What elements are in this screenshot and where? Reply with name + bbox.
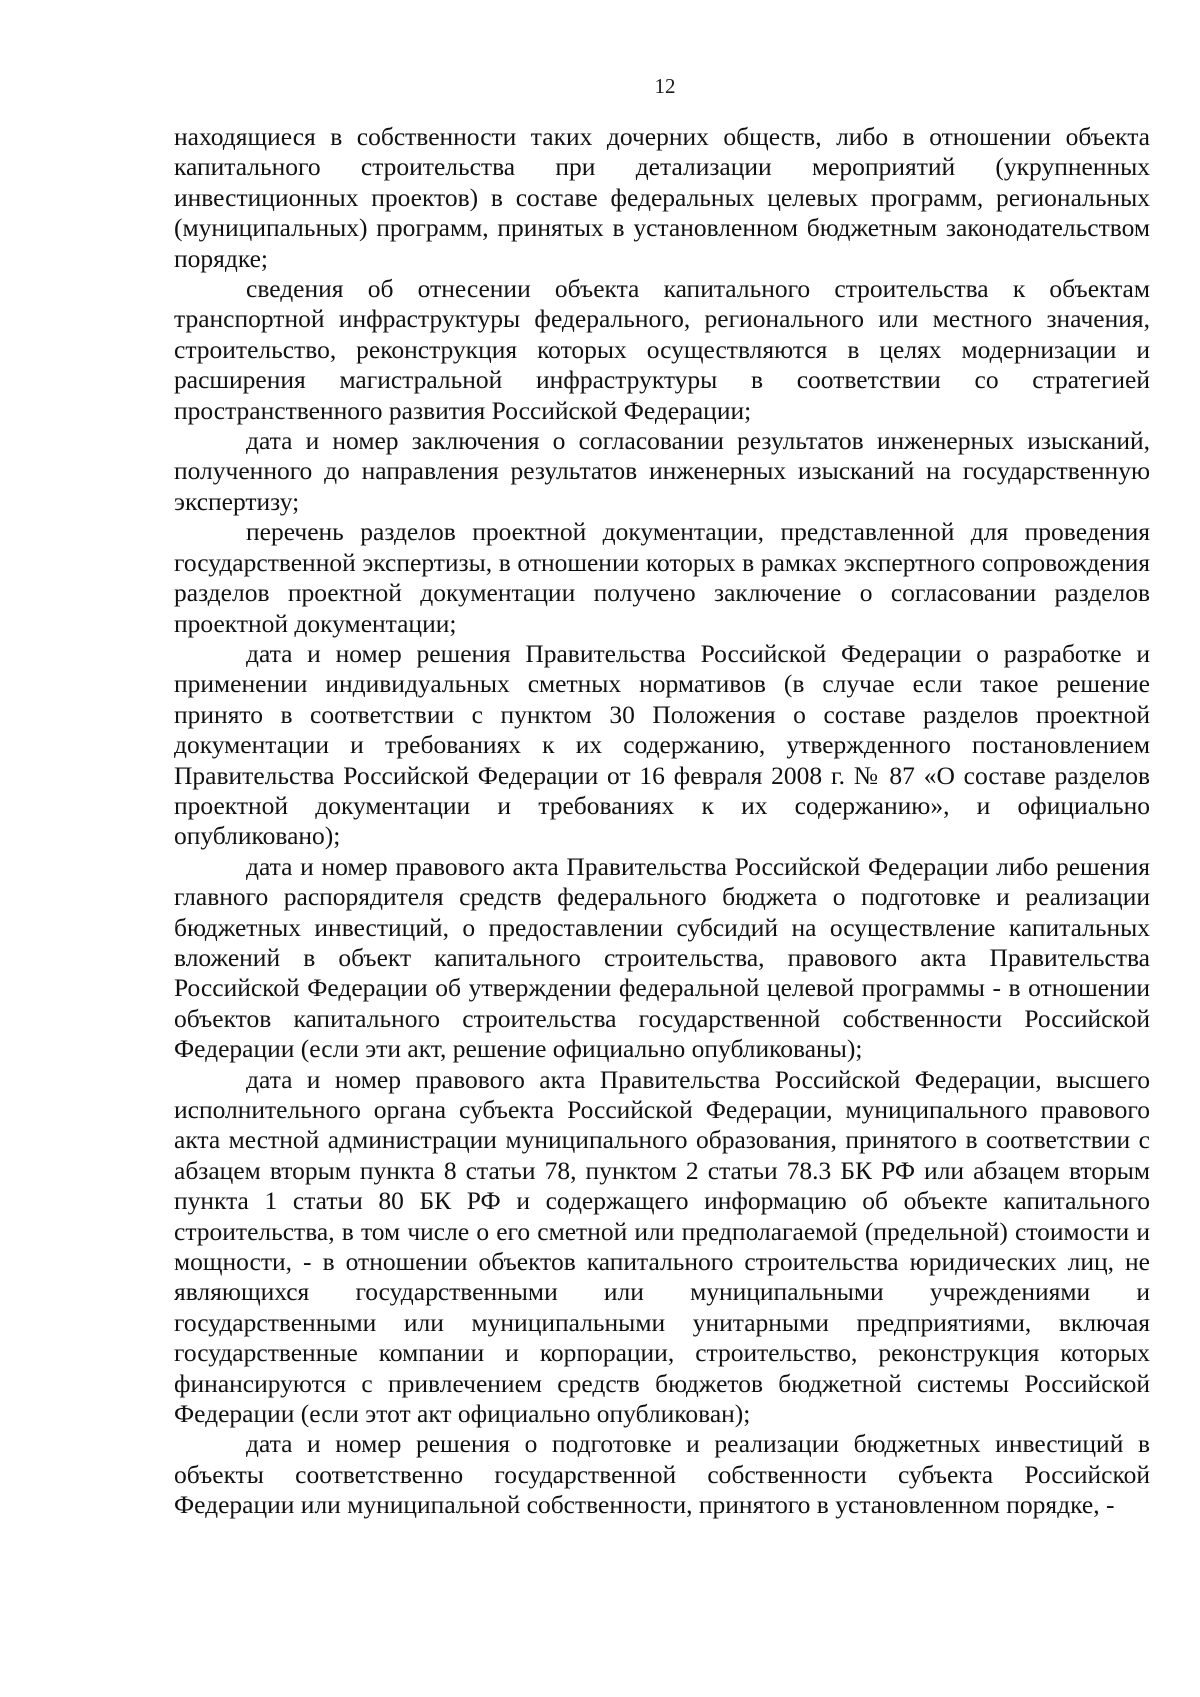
paragraph-transport-infrastructure: сведения об отнесении объекта капитального строительства к объектам транспортной инфраструктуры федерального, регионального или местного значения, строительство, реконструкция которых осуществляются в целях модернизации и расширения магистральной инфраструктуры в соответствии со стратегией пространственного развития Российской Федерации; bbox=[174, 274, 1150, 425]
paragraph-project-sections: перечень разделов проектной документации, представленной для проведения государственной экспертизы, в отношении которых в рамках экспертного сопровождения разделов проектной документации получено заключение о согласовании разделов проектной документации; bbox=[174, 517, 1150, 638]
paragraph-investment-decision: дата и номер решения о подготовке и реализации бюджетных инвестиций в объекты соответственно государственной собственности субъекта Российской Федерации или муниципальной собственности, принятого в установленном порядке, - bbox=[174, 1429, 1150, 1520]
page-number: 12 bbox=[654, 74, 676, 98]
paragraph-estimate-norms: дата и номер решения Правительства Российской Федерации о разработке и применении индивидуальных сметных нормативов (в случае если такое решение принято в соответствии с пунктом 30 Положения о составе разделов проектной документации и требованиях к их содержанию, утвержденного постановлением Правительства Российской Федерации от 16 февраля 2008 г. № 87 «О составе разделов проектной документации и требованиях к их содержанию», и официально опубликовано); bbox=[174, 638, 1150, 851]
paragraph-federal-act: дата и номер правового акта Правительства Российской Федерации либо решения главного распорядителя средств федерального бюджета о подготовке и реализации бюджетных инвестиций, о предоставлении субсидий на осуществление капитальных вложений в объект капитального строительства, правового акта Правительства Российской Федерации об утверждении федеральной целевой программы - в отношении объектов капитального строительства государственной собственности Российской Федерации (если эти акт, решение официально опубликованы); bbox=[174, 851, 1150, 1064]
paragraph-regional-act: дата и номер правового акта Правительства Российской Федерации, высшего исполнительного органа субъекта Российской Федерации, муниципального правового акта местной администрации муниципального образования, принятого в соответствии с абзацем вторым пункта 8 статьи 78, пунктом 2 статьи 78.3 БК РФ или абзацем вторым пункта 1 статьи 80 БК РФ и содержащего информацию об объекте капитального строительства, в том числе о его сметной или предполагаемой (предельной) стоимости и мощности, - в отношении объектов капитального строительства юридических лиц, не являющихся государственными или муниципальными учреждениями и государственными или муниципальными унитарными предприятиями, включая государственные компании и корпорации, строительство, реконструкция которых финансируются с привлечением средств бюджетов бюджетной системы Российской Федерации (если этот акт официально опубликован); bbox=[174, 1064, 1150, 1429]
paragraph-continuation: находящиеся в собственности таких дочерних обществ, либо в отношении объекта капитального строительства при детализации мероприятий (укрупненных инвестиционных проектов) в составе федеральных целевых программ, региональных (муниципальных) программ, принятых в установленном бюджетным законодательством порядке; bbox=[174, 122, 1150, 273]
document-body bbox=[174, 122, 1150, 1521]
paragraph-engineering-surveys: дата и номер заключения о согласовании результатов инженерных изысканий, полученного до направления результатов инженерных изысканий на государственную экспертизу; bbox=[174, 426, 1150, 516]
